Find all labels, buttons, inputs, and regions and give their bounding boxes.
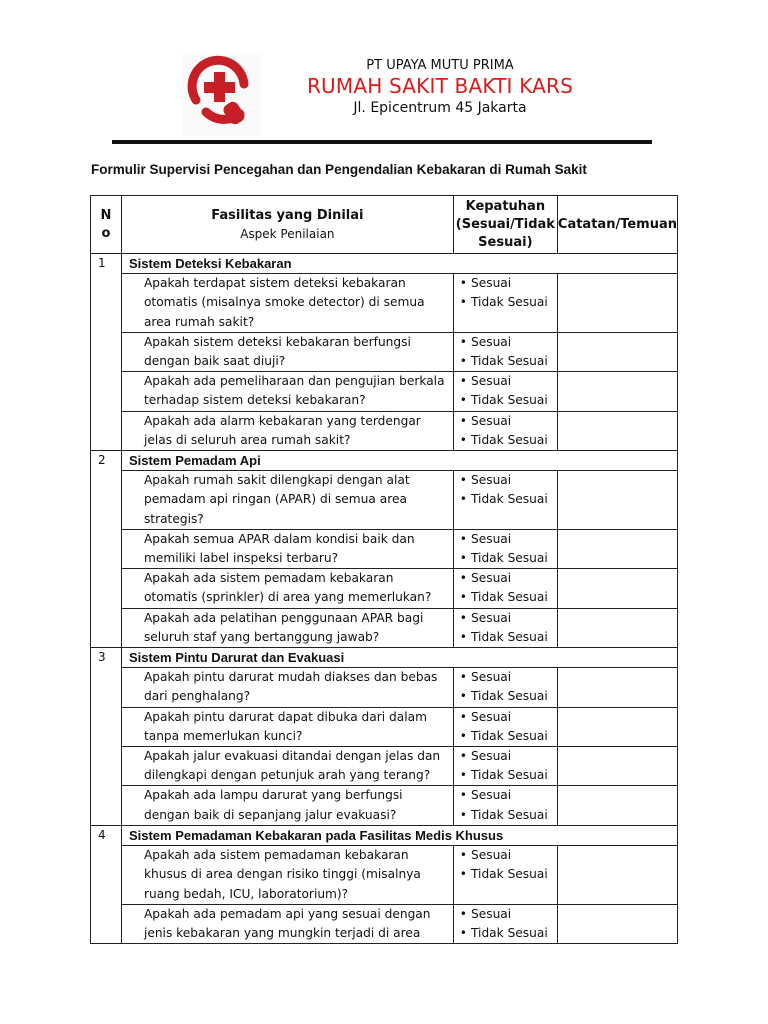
- section-title: Sistem Pemadaman Kebakaran pada Fasilitas Medis Khusus: [121, 825, 677, 845]
- column-header-compliance: [453, 196, 557, 254]
- option-tidak-sesuai[interactable]: • Tidak Sesuai: [460, 352, 557, 371]
- option-sesuai[interactable]: • Sesuai: [460, 333, 557, 352]
- compliance-options: [453, 569, 557, 608]
- option-tidak-sesuai[interactable]: • Tidak Sesuai: [460, 549, 557, 568]
- compliance-options: [453, 529, 557, 568]
- question-row: [91, 747, 678, 786]
- hospital-logo: [182, 54, 260, 136]
- section-row: [91, 254, 678, 274]
- question-row: [91, 274, 678, 333]
- compliance-options: [453, 707, 557, 746]
- compliance-options: [453, 904, 557, 943]
- section-row: [91, 451, 678, 471]
- compliance-options: [453, 332, 557, 371]
- question-text: Apakah ada alarm kebakaran yang terdengar jelas di seluruh area rumah sakit?: [121, 411, 453, 450]
- notes-cell[interactable]: [557, 668, 677, 707]
- compliance-options: [453, 786, 557, 825]
- option-sesuai[interactable]: • Sesuai: [460, 786, 557, 805]
- compliance-options: [453, 372, 557, 411]
- option-sesuai[interactable]: • Sesuai: [460, 708, 557, 727]
- company-subtitle: PT UPAYA MUTU PRIMA: [366, 58, 514, 73]
- option-sesuai[interactable]: • Sesuai: [460, 530, 557, 549]
- section-row: [91, 825, 678, 845]
- section-title: Sistem Deteksi Kebakaran: [121, 254, 677, 274]
- header-divider: [112, 140, 652, 144]
- question-row: [91, 786, 678, 825]
- notes-cell[interactable]: [557, 372, 677, 411]
- option-tidak-sesuai[interactable]: • Tidak Sesuai: [460, 806, 557, 825]
- section-number: 4: [91, 825, 122, 943]
- column-header-facility-label: Fasilitas yang Dinilai: [211, 207, 364, 223]
- notes-cell[interactable]: [557, 332, 677, 371]
- option-tidak-sesuai[interactable]: • Tidak Sesuai: [460, 687, 557, 706]
- question-text: Apakah ada sistem pemadaman kebakaran khusus di area dengan risiko tinggi (misalnya ruang bedah, ICU, laboratorium)?: [121, 846, 453, 905]
- cross-logo-icon: [182, 54, 260, 136]
- question-text: Apakah ada sistem pemadam kebakaran otomatis (sprinkler) di area yang memerlukan?: [121, 569, 453, 608]
- compliance-options: [453, 274, 557, 333]
- notes-cell[interactable]: [557, 608, 677, 647]
- column-header-compliance-label: Kepatuhan (Sesuai/Tidak Sesuai): [455, 198, 555, 250]
- column-header-facility: [121, 196, 453, 254]
- option-tidak-sesuai[interactable]: • Tidak Sesuai: [460, 727, 557, 746]
- notes-cell[interactable]: [557, 274, 677, 333]
- option-sesuai[interactable]: • Sesuai: [460, 274, 557, 293]
- question-row: [91, 372, 678, 411]
- option-sesuai[interactable]: • Sesuai: [460, 471, 557, 490]
- question-text: Apakah ada lampu darurat yang berfungsi dengan baik di sepanjang jalur evakuasi?: [121, 786, 453, 825]
- question-row: [91, 411, 678, 450]
- option-tidak-sesuai[interactable]: • Tidak Sesuai: [460, 490, 557, 509]
- option-tidak-sesuai[interactable]: • Tidak Sesuai: [460, 391, 557, 410]
- question-row: [91, 846, 678, 905]
- question-text: Apakah rumah sakit dilengkapi dengan alat pemadam api ringan (APAR) di semua area strategis?: [121, 471, 453, 530]
- compliance-options: [453, 411, 557, 450]
- question-row: [91, 569, 678, 608]
- notes-cell[interactable]: [557, 471, 677, 530]
- notes-cell[interactable]: [557, 707, 677, 746]
- notes-cell[interactable]: [557, 846, 677, 905]
- question-text: Apakah semua APAR dalam kondisi baik dan memiliki label inspeksi terbaru?: [121, 529, 453, 568]
- option-sesuai[interactable]: • Sesuai: [460, 372, 557, 391]
- option-sesuai[interactable]: • Sesuai: [460, 846, 557, 865]
- hospital-name: RUMAH SAKIT BAKTI KARS: [306, 74, 574, 98]
- section-number: 2: [91, 451, 122, 648]
- question-row: [91, 668, 678, 707]
- question-row: [91, 904, 678, 943]
- notes-cell[interactable]: [557, 747, 677, 786]
- question-text: Apakah jalur evakuasi ditandai dengan jelas dan dilengkapi dengan petunjuk arah yang terang?: [121, 747, 453, 786]
- option-tidak-sesuai[interactable]: • Tidak Sesuai: [460, 628, 557, 647]
- supervision-table: [90, 195, 678, 944]
- option-tidak-sesuai[interactable]: • Tidak Sesuai: [460, 924, 557, 943]
- column-header-facility-sub: Aspek Penilaian: [240, 226, 335, 241]
- question-text: Apakah ada pemeliharaan dan pengujian berkala terhadap sistem deteksi kebakaran?: [121, 372, 453, 411]
- question-text: Apakah terdapat sistem deteksi kebakaran otomatis (misalnya smoke detector) di semua area rumah sakit?: [121, 274, 453, 333]
- option-sesuai[interactable]: • Sesuai: [460, 412, 557, 431]
- option-tidak-sesuai[interactable]: • Tidak Sesuai: [460, 865, 557, 884]
- question-text: Apakah pintu darurat dapat dibuka dari dalam tanpa memerlukan kunci?: [121, 707, 453, 746]
- option-tidak-sesuai[interactable]: • Tidak Sesuai: [460, 431, 557, 450]
- notes-cell[interactable]: [557, 411, 677, 450]
- question-text: Apakah ada pelatihan penggunaan APAR bagi seluruh staf yang bertanggung jawab?: [121, 608, 453, 647]
- section-number: 3: [91, 648, 122, 826]
- question-row: [91, 608, 678, 647]
- column-header-notes: [557, 196, 677, 254]
- notes-cell[interactable]: [557, 569, 677, 608]
- compliance-options: [453, 608, 557, 647]
- notes-cell[interactable]: [557, 529, 677, 568]
- question-text: Apakah pintu darurat mudah diakses dan bebas dari penghalang?: [121, 668, 453, 707]
- notes-cell[interactable]: [557, 786, 677, 825]
- option-sesuai[interactable]: • Sesuai: [460, 609, 557, 628]
- question-text: Apakah sistem deteksi kebakaran berfungsi dengan baik saat diuji?: [121, 332, 453, 371]
- question-row: [91, 707, 678, 746]
- column-header-no-label: N o: [100, 207, 112, 241]
- section-title: Sistem Pintu Darurat dan Evakuasi: [121, 648, 677, 668]
- compliance-options: [453, 471, 557, 530]
- option-sesuai[interactable]: • Sesuai: [460, 905, 557, 924]
- section-number: 1: [91, 254, 122, 451]
- column-header-notes-label: Catatan/Temuan: [557, 216, 677, 232]
- hospital-address: Jl. Epicentrum 45 Jakarta: [353, 100, 527, 116]
- question-row: [91, 529, 678, 568]
- option-tidak-sesuai[interactable]: • Tidak Sesuai: [460, 588, 557, 607]
- compliance-options: [453, 668, 557, 707]
- form-title: Formulir Supervisi Pencegahan dan Pengendalian Kebakaran di Rumah Sakit: [91, 162, 587, 177]
- option-sesuai[interactable]: • Sesuai: [460, 747, 557, 766]
- section-row: [91, 648, 678, 668]
- section-title: Sistem Pemadam Api: [121, 451, 677, 471]
- question-row: [91, 471, 678, 530]
- column-header-no: [91, 196, 122, 254]
- option-sesuai[interactable]: • Sesuai: [460, 668, 557, 687]
- option-tidak-sesuai[interactable]: • Tidak Sesuai: [460, 293, 557, 312]
- option-sesuai[interactable]: • Sesuai: [460, 569, 557, 588]
- compliance-options: [453, 846, 557, 905]
- question-text: Apakah ada pemadam api yang sesuai dengan jenis kebakaran yang mungkin terjadi di area: [121, 904, 453, 943]
- option-tidak-sesuai[interactable]: • Tidak Sesuai: [460, 766, 557, 785]
- compliance-options: [453, 747, 557, 786]
- notes-cell[interactable]: [557, 904, 677, 943]
- question-row: [91, 332, 678, 371]
